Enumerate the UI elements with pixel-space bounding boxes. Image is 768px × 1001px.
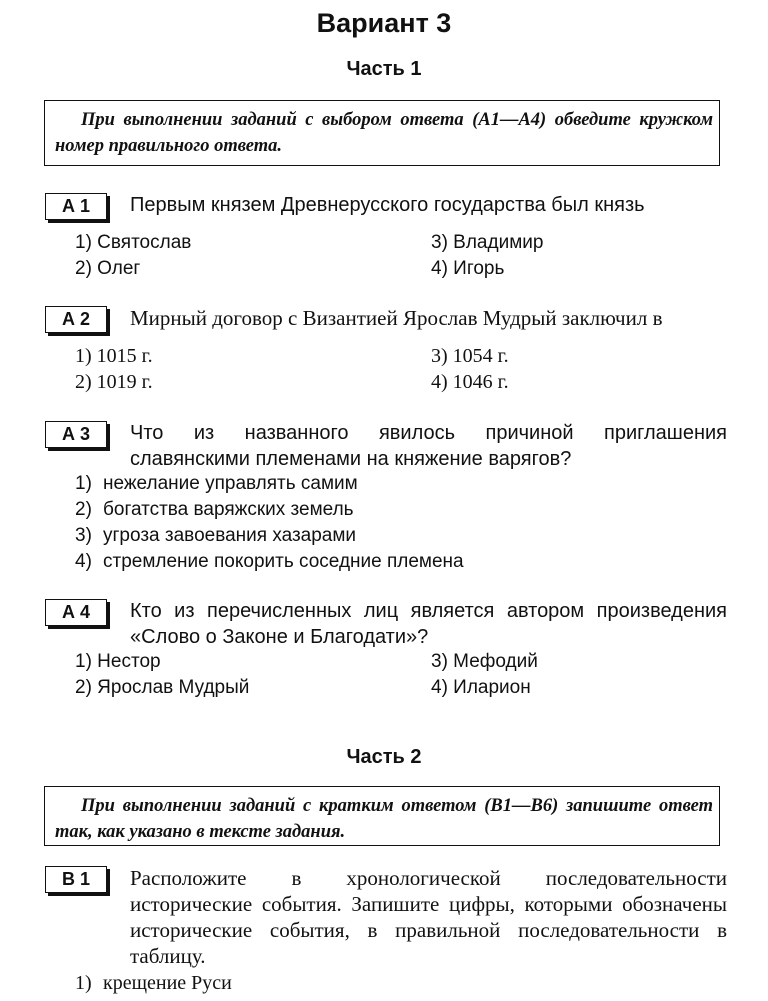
- part-1-instruction: При выполнении заданий с выбором ответа (А1—А4) обведите кружком номер правильного ответа.: [44, 100, 720, 166]
- answer-option[interactable]: 2) Олег: [75, 258, 141, 279]
- question-b1: [45, 866, 727, 996]
- question-a1: [45, 193, 727, 285]
- part-1-heading: Часть 1: [346, 58, 422, 80]
- option-text: крещение Руси: [103, 972, 232, 994]
- question-a4: [45, 599, 727, 709]
- question-text: Мирный договор с Византией Ярослав Мудрый заключил в: [130, 306, 663, 330]
- answer-option[interactable]: 1) Святослав: [75, 232, 192, 253]
- answer-option[interactable]: [75, 523, 727, 549]
- option-text: нежелание управлять самим: [103, 473, 358, 494]
- question-text: Первым князем Древнерусского государства был князь: [130, 194, 645, 216]
- answer-option[interactable]: 4) 1046 г.: [431, 371, 509, 393]
- question-label: В 1: [45, 866, 107, 893]
- part-2-heading: Часть 2: [346, 746, 422, 768]
- option-number: 2): [75, 499, 92, 520]
- answer-option[interactable]: [75, 497, 727, 523]
- question-label: А 1: [45, 193, 107, 220]
- question-text: Что из названного явилось причиной приглашения славянскими племенами на княжение варягов?: [130, 422, 727, 470]
- option-text: стремление покорить соседние племена: [103, 551, 464, 572]
- question-label: А 3: [45, 421, 107, 448]
- answer-option[interactable]: [75, 970, 727, 996]
- page-title: Вариант 3: [316, 8, 452, 38]
- option-number: 1): [75, 473, 92, 494]
- question-text: Кто из перечисленных лиц является автором произведения «Слово о Законе и Благодати»?: [130, 600, 727, 648]
- question-a2: [45, 306, 727, 398]
- answer-option[interactable]: 3) Мефодий: [431, 651, 538, 672]
- answer-option[interactable]: 1) Нестор: [75, 651, 161, 672]
- question-label: А 2: [45, 306, 107, 333]
- option-number: 4): [75, 551, 92, 572]
- question-text: Расположите в хронологической последовательности исторические события. Запишите цифры, которыми обозначены исторические события, в правильной последовательности в таблицу.: [130, 866, 727, 968]
- part-2-instruction: При выполнении заданий с кратким ответом (В1—В6) запишите ответ так, как указано в тексте задания.: [44, 786, 720, 846]
- option-text: богатства варяжских земель: [103, 499, 354, 520]
- option-number: 1): [75, 972, 92, 994]
- answer-option[interactable]: 4) Иларион: [431, 677, 531, 698]
- option-number: 3): [75, 525, 92, 546]
- question-a3: [45, 421, 727, 581]
- answer-option[interactable]: 4) Игорь: [431, 258, 505, 279]
- answer-option[interactable]: [75, 549, 727, 575]
- answer-option[interactable]: 3) Владимир: [431, 232, 544, 253]
- answer-option[interactable]: [75, 471, 727, 497]
- answer-option[interactable]: 3) 1054 г.: [431, 345, 509, 367]
- answer-option[interactable]: 1) 1015 г.: [75, 345, 153, 367]
- answer-option[interactable]: 2) Ярослав Мудрый: [75, 677, 250, 698]
- option-text: угроза завоевания хазарами: [103, 525, 357, 546]
- question-label: А 4: [45, 599, 107, 626]
- answer-option[interactable]: 2) 1019 г.: [75, 371, 153, 393]
